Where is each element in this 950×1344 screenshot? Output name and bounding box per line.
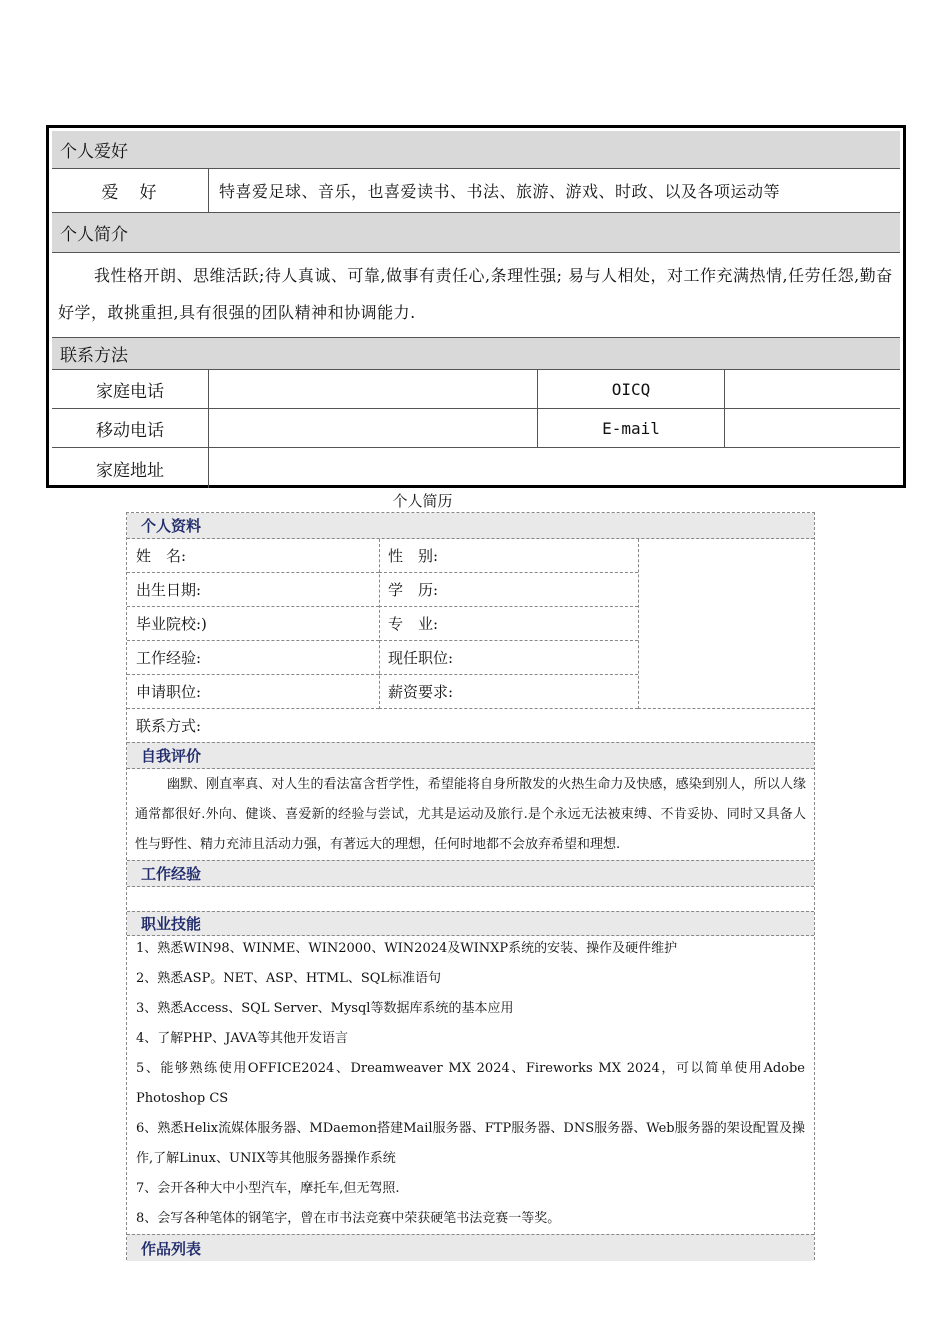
self-eval-text: 幽默、刚直率真、对人生的看法富含哲学性，希望能将自身所散发的火热生命力及快感，感染到别人，所以人缘通常都很好.外向、健谈、喜爱新的经验与尝试，尤其是运动及旅行.是个永远无法被束缚、不肯妥协、同时又具备人性与野性、精力充沛且活动力强，有著远大的理想，任何时地都不会放弃希望和理想. <box>135 777 806 852</box>
hobby-header: 个人爱好 <box>52 131 900 169</box>
major-field: 专 业: <box>379 607 638 641</box>
email-label: E-mail <box>538 409 725 447</box>
profile-table <box>46 125 906 488</box>
self-eval-header: 自我评价 <box>127 742 814 769</box>
salary-field: 薪资要求: <box>379 675 638 709</box>
skill-item: 6、熟悉Helix流媒体服务器、MDaemon搭建Mail服务器、FTP服务器、DNS服务器、Web服务器的架设配置及操作,了解Linux、UNIX等其他服务器操作系统 <box>136 1121 805 1166</box>
contact-field: 联系方式: <box>136 717 202 735</box>
school-field: 毕业院校:) <box>127 607 379 641</box>
resume-table <box>126 512 815 1260</box>
education-field: 学 历: <box>379 573 638 607</box>
personal-info-header: 个人资料 <box>127 513 814 539</box>
skill-item: 5、能够熟练使用OFFICE2024、Dreamweaver MX 2024、Fireworks MX 2024，可以简单使用Adobe Photoshop CS <box>136 1061 805 1106</box>
home-phone-label: 家庭电话 <box>52 370 209 408</box>
mobile-row <box>52 409 900 448</box>
address-value[interactable] <box>209 448 900 488</box>
birth-field: 出生日期: <box>127 573 379 607</box>
gender-field: 性 别: <box>379 539 638 573</box>
home-phone-value[interactable] <box>209 370 538 408</box>
current-position-field: 现任职位: <box>379 641 638 675</box>
skill-item: 4、了解PHP、JAVA等其他开发语言 <box>136 1031 348 1046</box>
mobile-label: 移动电话 <box>52 409 209 447</box>
home-phone-row <box>52 370 900 409</box>
works-header: 作品列表 <box>127 1234 814 1261</box>
oicq-label: OICQ <box>538 370 725 408</box>
hobby-row <box>52 169 900 213</box>
skill-item: 1、熟悉WIN98、WINME、WIN2000、WIN2024及WINXP系统的安装、操作及硬件维护 <box>136 941 678 956</box>
address-row <box>52 448 900 488</box>
hobby-value: 特喜爱足球、音乐，也喜爱读书、书法、旅游、游戏、时政、以及各项运动等 <box>219 182 781 201</box>
skill-item: 3、熟悉Access、SQL Server、Mysql等数据库系统的基本应用 <box>136 1001 514 1016</box>
intro-text: 我性格开朗、思维活跃;待人真诚、可靠,做事有责任心,条理性强; 易与人相处，对工作充满热情,任劳任怨,勤奋好学，敢挑重担,具有很强的团队精神和协调能力. <box>52 253 900 338</box>
resume-caption: 个人简历 <box>392 492 453 510</box>
contact-header: 联系方法 <box>52 338 900 370</box>
mobile-value[interactable] <box>209 409 538 447</box>
hobby-label: 爱 好 <box>52 169 209 212</box>
apply-position-field: 申请职位: <box>127 675 379 709</box>
photo-area <box>638 539 814 709</box>
skill-item: 8、会写各种笔体的钢笔字，曾在市书法竞赛中荣获硬笔书法竞赛一等奖。 <box>136 1211 561 1226</box>
skill-item: 2、熟悉ASP。NET、ASP、HTML、SQL标准语句 <box>136 971 442 986</box>
intro-header: 个人简介 <box>52 213 900 253</box>
email-value[interactable] <box>725 409 900 447</box>
oicq-value[interactable] <box>725 370 900 408</box>
name-field: 姓 名: <box>127 539 379 573</box>
experience-field: 工作经验: <box>127 641 379 675</box>
address-label: 家庭地址 <box>52 448 209 488</box>
skills-header: 职业技能 <box>127 911 814 936</box>
skill-item: 7、会开各种大中小型汽车，摩托车,但无驾照. <box>136 1181 400 1196</box>
work-content <box>127 887 814 912</box>
work-header: 工作经验 <box>127 860 814 887</box>
